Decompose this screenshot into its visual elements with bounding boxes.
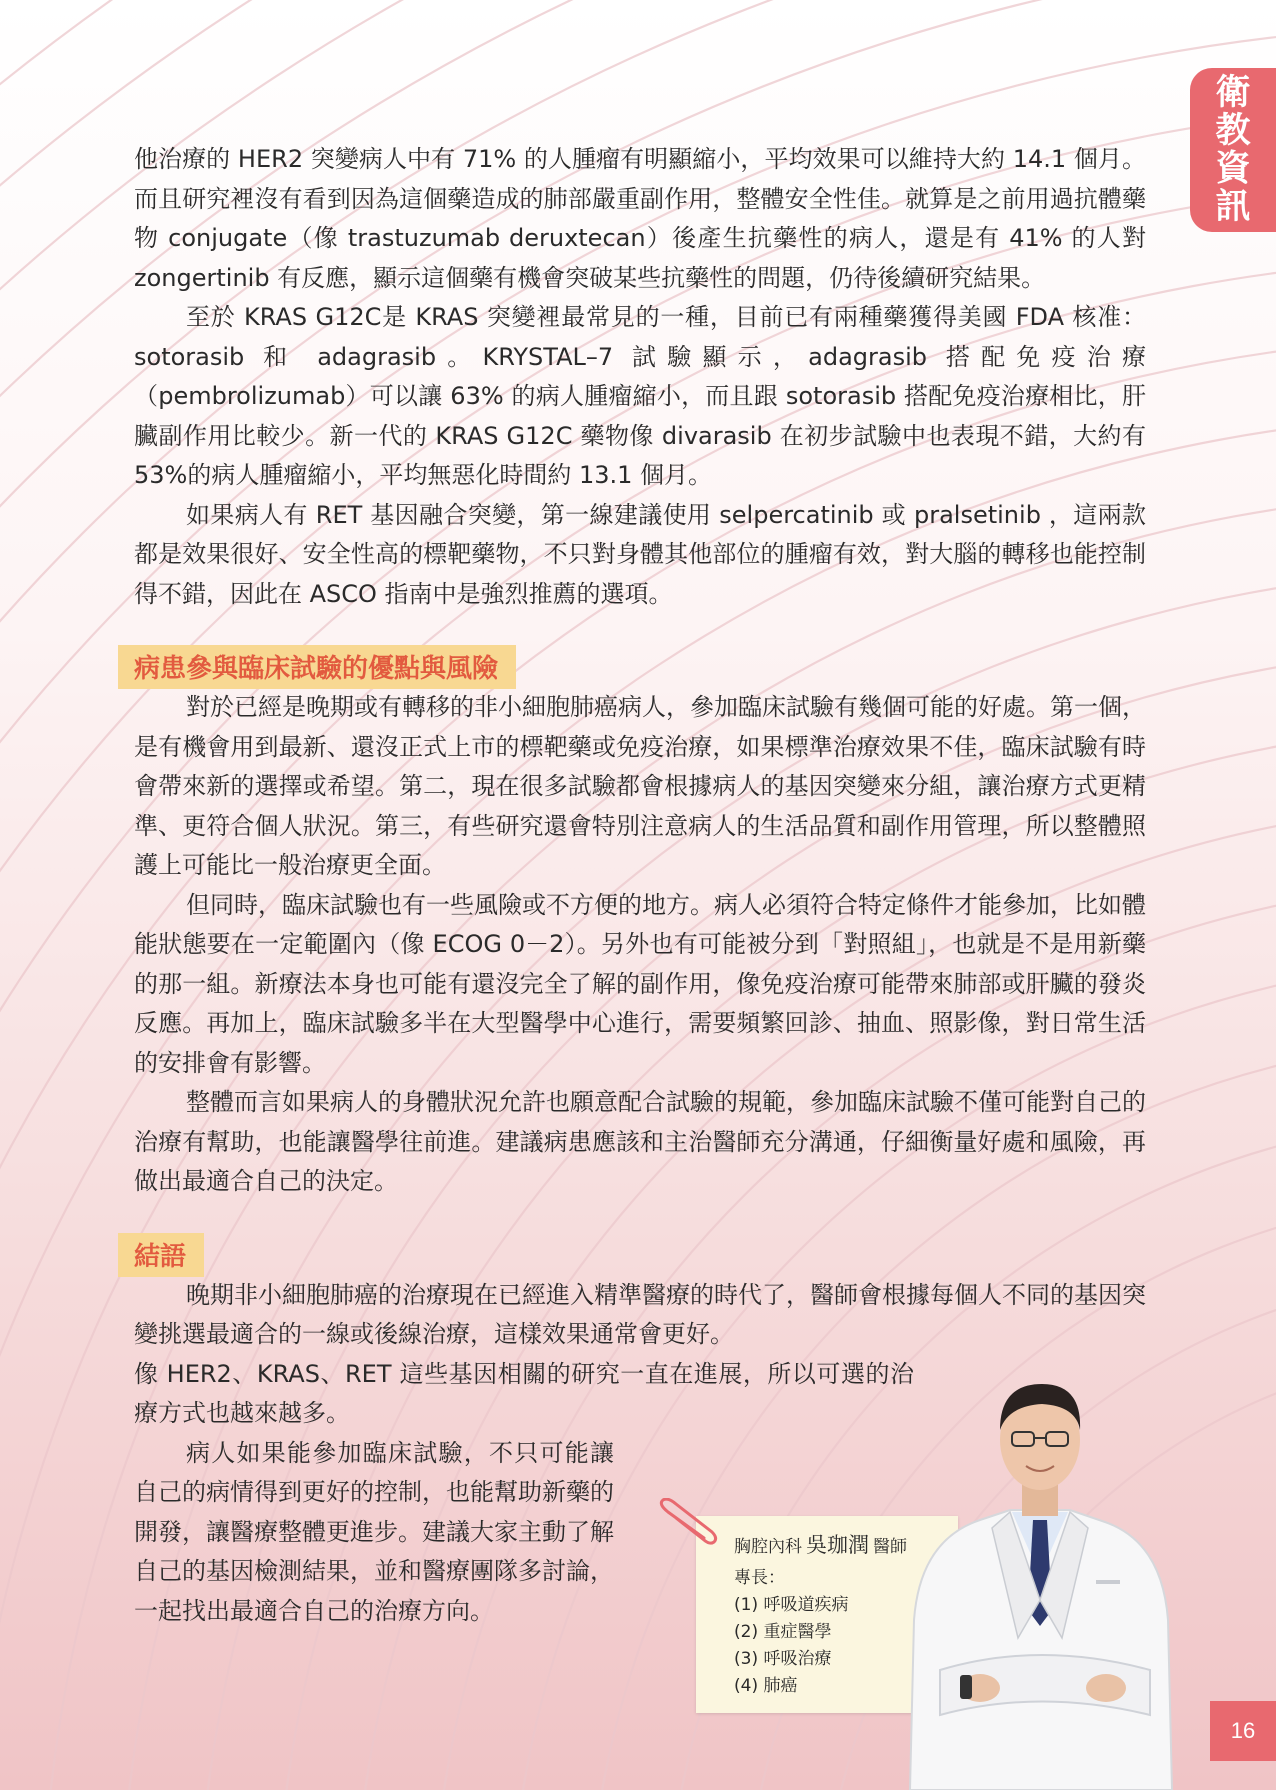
paragraph: 像 HER2、KRAS、RET 這些基因相關的研究一直在進展，所以可選的治療方式也越來越多。 (134, 1359, 914, 1427)
paragraph: 對於已經是晚期或有轉移的非小細胞肺癌病人，參加臨床試驗有幾個可能的好處。第一個，是有機會用到最新、還沒正式上市的標靶藥或免疫治療，如果標準治療效果不佳，臨床試驗有時會帶來新的選擇或希望。第二，現在很多試驗都會根據病人的基因突變來分組，讓治療方式更精準、更符合個人狀況。第三，有些研究還會特別注意病人的生活品質和副作用管理，所以整體照護上可能比一般治療更全面。 (134, 693, 1146, 879)
doctor-title: 醫師 (873, 1537, 907, 1557)
specialty-item: (2) 重症醫學 (734, 1622, 832, 1642)
paragraph: 至於 KRAS G12C是 KRAS 突變裡最常見的一種，目前已有兩種藥獲得美國 FDA 核准：sotorasib 和 adagrasib。KRYSTAL–7 試驗顯示，adagrasib 搭配免疫治療（pembrolizumab）可以讓 63% 的病人腫瘤縮小，而且跟 sotorasib 搭配免疫治療相比，肝臟副作用比較少。新一代的 KRAS G12C 藥物像 divarasib 在初步試驗中也表現不錯，大約有53%的病人腫瘤縮小，平均無惡化時間約 13.1 個月。 (134, 303, 1146, 489)
doctor-portrait (900, 1370, 1180, 1790)
section-heading: 病患參與臨床試驗的優點與風險 (118, 645, 516, 689)
paragraph: 如果病人有 RET 基因融合突變，第一線建議使用 selpercatinib 或 pralsetinib ，這兩款都是效果很好、安全性高的標靶藥物，不只對身體其他部位的腫瘤有效，對大腦的轉移也能控制得不錯，因此在 ASCO 指南中是強烈推薦的選項。 (134, 500, 1146, 608)
section-tab-char: 訊 (1215, 187, 1251, 227)
paperclip-icon (654, 1498, 724, 1558)
section-heading: 結語 (118, 1233, 204, 1277)
section-tab-char: 衛 (1215, 73, 1251, 113)
doctor-name: 吳珈潤 (806, 1533, 869, 1557)
section-tab-char: 資 (1215, 149, 1251, 189)
specialty-item: (3) 呼吸治療 (734, 1649, 832, 1669)
paragraph: 但同時，臨床試驗也有一些風險或不方便的地方。病人必須符合特定條件才能參加，比如體能狀態要在一定範圍內（像 ECOG 0－2）。另外也有可能被分到「對照組」，也就是不是用新藥的那一組。新療法本身也可能有還沒完全了解的副作用，像免疫治療可能帶來肺部或肝臟的發炎反應。再加上，臨床試驗多半在大型醫學中心進行，需要頻繁回診、抽血、照影像，對日常生活的安排會有影響。 (134, 890, 1146, 1077)
paragraph: 晚期非小細胞肺癌的治療現在已經進入精準醫療的時代了，醫師會根據每個人不同的基因突變挑選最適合的一線或後線治療，這樣效果通常會更好。 (134, 1280, 1146, 1348)
paragraph: 他治療的 HER2 突變病人中有 71% 的人腫瘤有明顯縮小，平均效果可以維持大約 14.1 個月。而且研究裡沒有看到因為這個藥造成的肺部嚴重副作用，整體安全性佳。就算是之前用過抗體藥物 conjugate（像 trastuzumab deruxtecan）後產生抗藥性的病人，還是有 41% 的人對 zongertinib 有反應，顯示這個藥有機會突破某些抗藥性的問題，仍待後續研究結果。 (134, 145, 1146, 292)
specialty-item: (4) 肺癌 (734, 1676, 798, 1696)
paragraph: 整體而言如果病人的身體狀況允許也願意配合試驗的規範，參加臨床試驗不僅可能對自己的治療有幫助，也能讓醫學往前進。建議病患應該和主治醫師充分溝通，仔細衡量好處和風險，再做出最適合自己的決定。 (134, 1088, 1146, 1195)
specialty-label: 專長： (734, 1568, 785, 1588)
doctor-department: 胸腔內科 (734, 1537, 802, 1557)
paragraph: 病人如果能參加臨床試驗，不只可能讓自己的病情得到更好的控制，也能幫助新藥的開發，讓醫療整體更進步。建議大家主動了解自己的基因檢測結果，並和醫療團隊多討論，一起找出最適合自己的治療方向。 (134, 1438, 614, 1625)
page-number: 16 (1210, 1701, 1276, 1761)
specialty-item: (1) 呼吸道疾病 (734, 1595, 849, 1615)
section-tab (1190, 68, 1276, 232)
section-tab-char: 教 (1215, 111, 1251, 151)
